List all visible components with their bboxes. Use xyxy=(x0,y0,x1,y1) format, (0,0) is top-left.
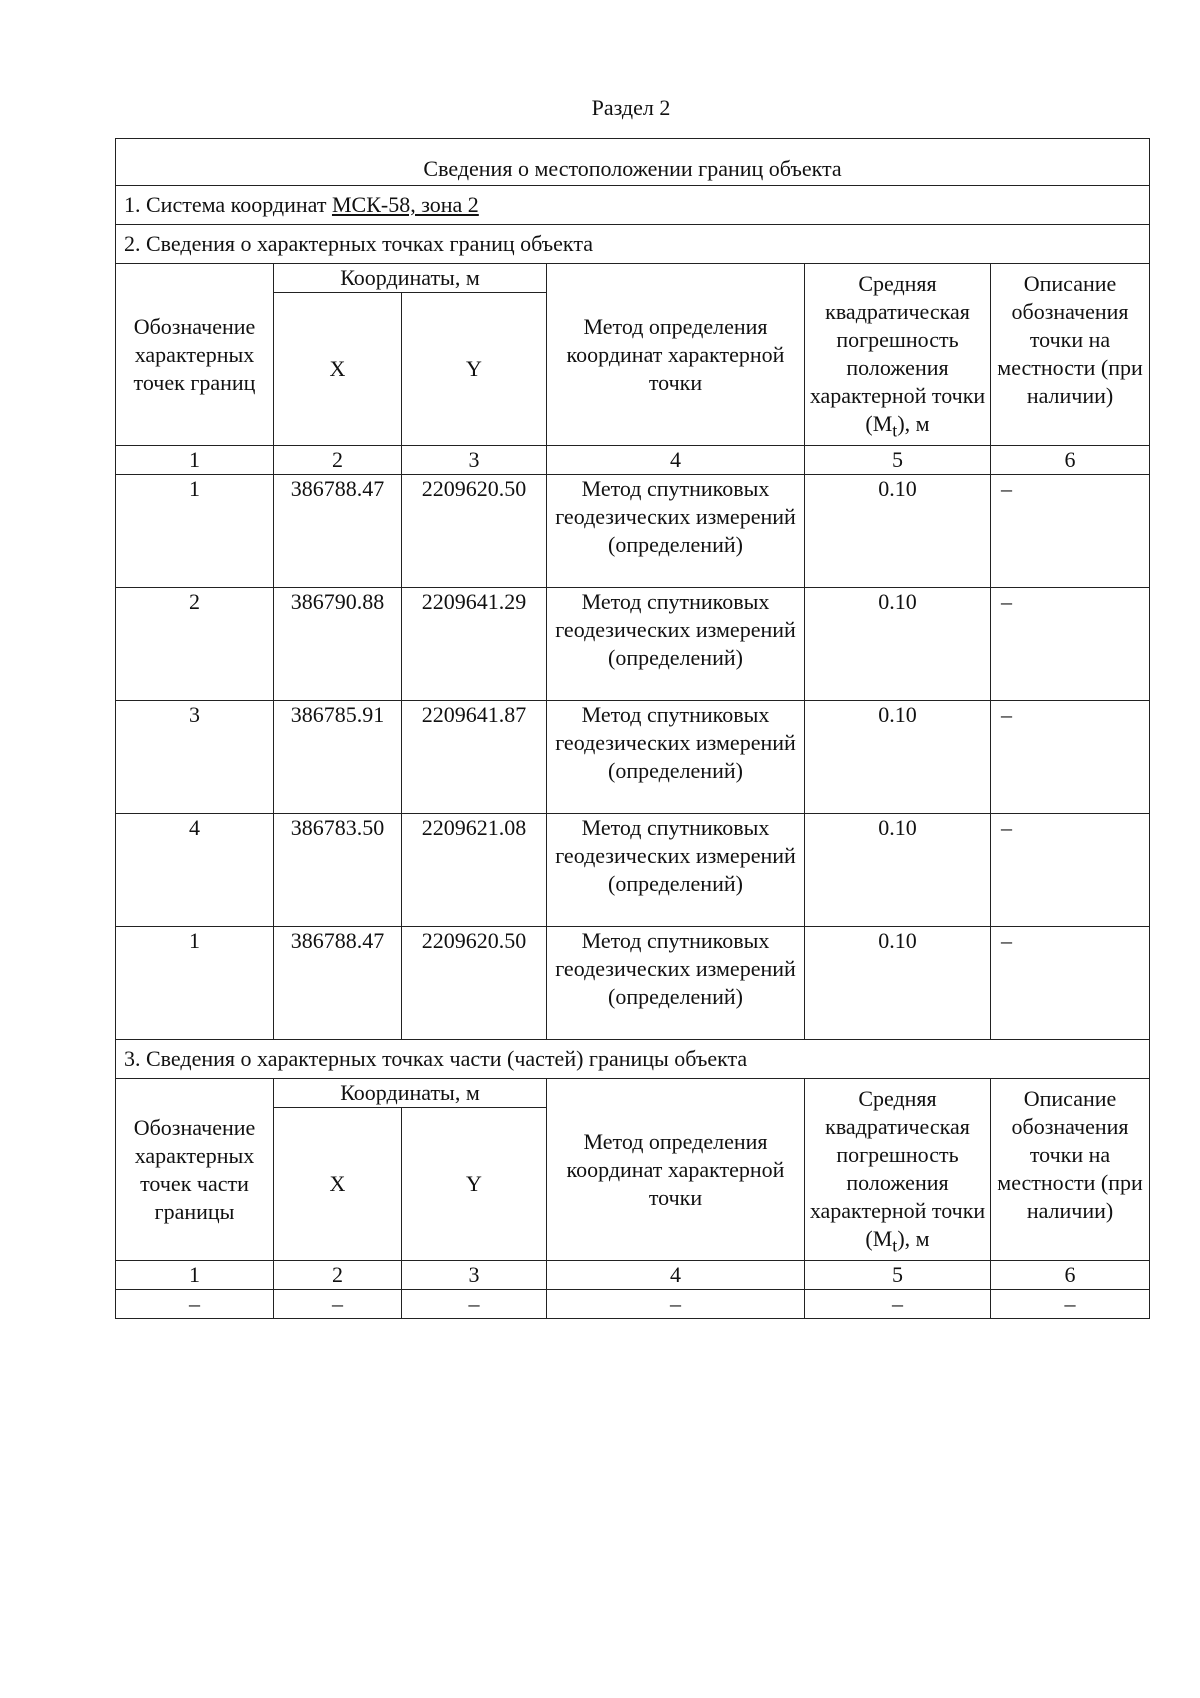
coordinate-system-value: МСК-58, зона 2 xyxy=(331,192,479,217)
column-number: 5 xyxy=(805,1261,991,1290)
point-id: 2 xyxy=(116,588,274,701)
point-description: – xyxy=(991,814,1150,927)
column-number: 2 xyxy=(274,1261,402,1290)
point-method: Метод спутниковых геодезических измерений (определений) xyxy=(547,814,805,927)
method-header: Метод определения координат характерной точки xyxy=(547,264,805,446)
point-method: Метод спутниковых геодезических измерений (определений) xyxy=(547,475,805,588)
column-number: 3 xyxy=(402,1261,547,1290)
column-number: 6 xyxy=(991,1261,1150,1290)
table-caption: Сведения о местоположении границ объекта xyxy=(116,139,1150,186)
column-number: 4 xyxy=(547,1261,805,1290)
point-x: 386790.88 xyxy=(274,588,402,701)
description-header: Описание обозначения точки на местности (при наличии) xyxy=(991,1079,1150,1261)
empty-cell: – xyxy=(547,1290,805,1319)
x-header: X xyxy=(274,293,402,446)
error-header-subscript: t xyxy=(892,420,898,441)
point-error: 0.10 xyxy=(805,927,991,1040)
empty-cell: – xyxy=(116,1290,274,1319)
point-x: 386783.50 xyxy=(274,814,402,927)
coordinates-header: Координаты, м xyxy=(274,1079,547,1108)
point-method: Метод спутниковых геодезических измерений (определений) xyxy=(547,588,805,701)
point-error: 0.10 xyxy=(805,701,991,814)
error-header-text: Средняя квадратическая погрешность положения характерной точки (M xyxy=(809,1086,986,1251)
point-x: 386788.47 xyxy=(274,927,402,1040)
point-x: 386785.91 xyxy=(274,701,402,814)
point-error: 0.10 xyxy=(805,475,991,588)
coordinate-system-label: 1. Система координат xyxy=(124,192,332,217)
error-header-text: Средняя квадратическая погрешность положения характерной точки (M xyxy=(809,271,986,436)
empty-cell: – xyxy=(805,1290,991,1319)
empty-cell: – xyxy=(274,1290,402,1319)
point-y: 2209620.50 xyxy=(402,927,547,1040)
y-header: Y xyxy=(402,1108,547,1261)
error-header-subscript: t xyxy=(892,1235,898,1256)
table-row xyxy=(116,701,1150,814)
table-row xyxy=(116,1290,1150,1319)
error-header xyxy=(805,264,991,446)
error-header-unit: ), м xyxy=(897,411,930,436)
point-y: 2209641.29 xyxy=(402,588,547,701)
table-row xyxy=(116,814,1150,927)
coordinates-header: Координаты, м xyxy=(274,264,547,293)
empty-cell: – xyxy=(991,1290,1150,1319)
point-id: 3 xyxy=(116,701,274,814)
point-y: 2209641.87 xyxy=(402,701,547,814)
point-error: 0.10 xyxy=(805,588,991,701)
column-number: 4 xyxy=(547,446,805,475)
column-number: 3 xyxy=(402,446,547,475)
error-header xyxy=(805,1079,991,1261)
point-description: – xyxy=(991,588,1150,701)
column-number-row xyxy=(116,1261,1150,1290)
table-row xyxy=(116,588,1150,701)
table-row xyxy=(116,475,1150,588)
x-header: X xyxy=(274,1108,402,1261)
point-id: 1 xyxy=(116,475,274,588)
point-id: 1 xyxy=(116,927,274,1040)
point-id: 4 xyxy=(116,814,274,927)
coordinate-system-row xyxy=(116,186,1150,225)
column-number: 2 xyxy=(274,446,402,475)
designation-header: Обозначение характерных точек границ xyxy=(116,264,274,446)
point-description: – xyxy=(991,927,1150,1040)
empty-cell: – xyxy=(402,1290,547,1319)
boundary-table xyxy=(115,138,1150,1319)
point-x: 386788.47 xyxy=(274,475,402,588)
table-row xyxy=(116,927,1150,1040)
page-title: Раздел 2 xyxy=(591,95,671,120)
section3-title: 3. Сведения о характерных точках части (частей) границы объекта xyxy=(116,1040,1150,1079)
point-method: Метод спутниковых геодезических измерений (определений) xyxy=(547,927,805,1040)
description-header: Описание обозначения точки на местности (при наличии) xyxy=(991,264,1150,446)
section2-title: 2. Сведения о характерных точках границ объекта xyxy=(116,225,1150,264)
column-number: 5 xyxy=(805,446,991,475)
point-y: 2209621.08 xyxy=(402,814,547,927)
point-description: – xyxy=(991,701,1150,814)
error-header-unit: ), м xyxy=(897,1226,930,1251)
column-number: 1 xyxy=(116,446,274,475)
point-y: 2209620.50 xyxy=(402,475,547,588)
column-number-row xyxy=(116,446,1150,475)
column-number: 1 xyxy=(116,1261,274,1290)
point-error: 0.10 xyxy=(805,814,991,927)
point-method: Метод спутниковых геодезических измерений (определений) xyxy=(547,701,805,814)
y-header: Y xyxy=(402,293,547,446)
method-header: Метод определения координат характерной точки xyxy=(547,1079,805,1261)
designation-part-header: Обозначение характерных точек части границы xyxy=(116,1079,274,1261)
point-description: – xyxy=(991,475,1150,588)
column-number: 6 xyxy=(991,446,1150,475)
